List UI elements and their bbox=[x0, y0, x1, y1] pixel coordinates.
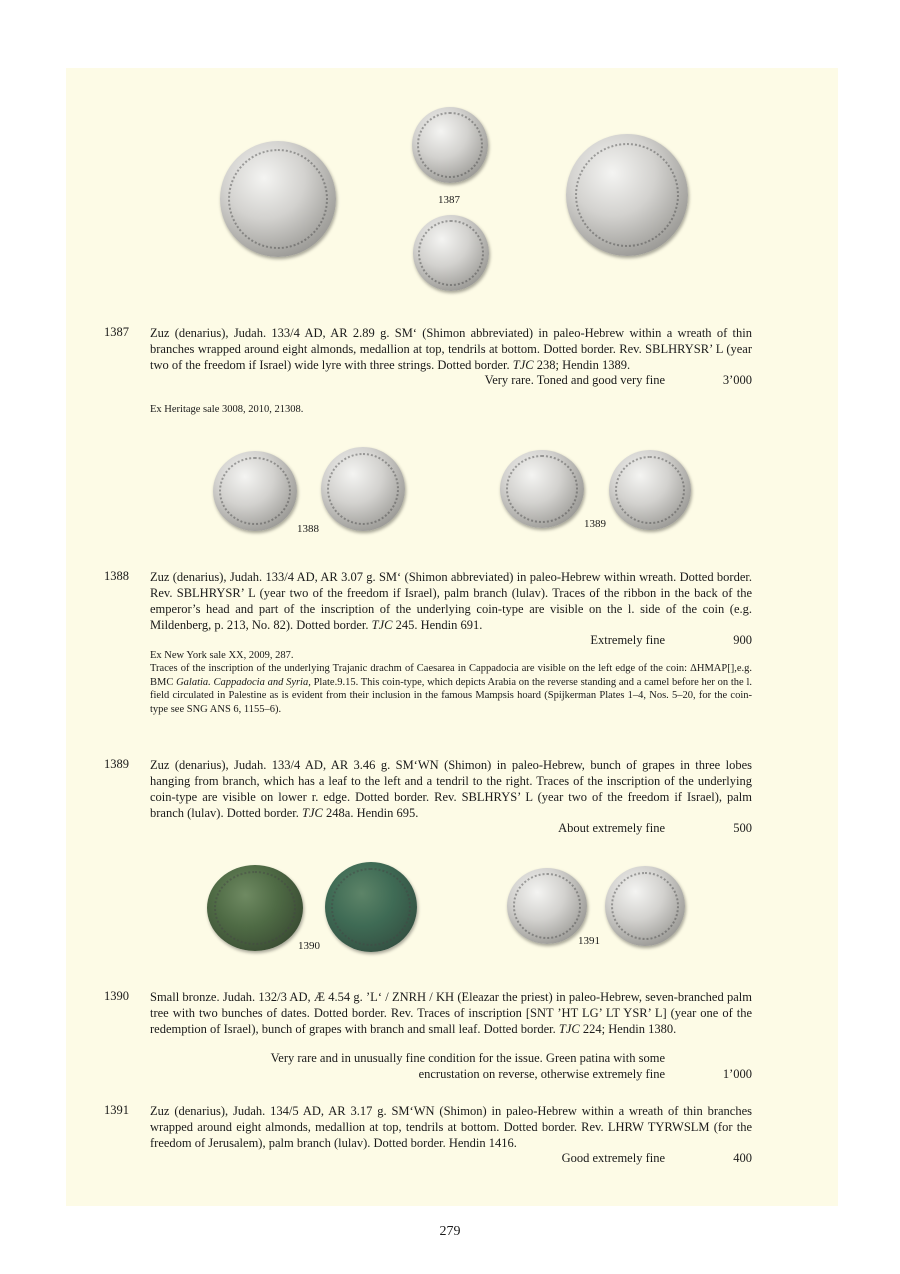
lot-price: 900 bbox=[733, 633, 752, 647]
coin-label-1390: 1390 bbox=[298, 940, 320, 952]
lot-grade-line-1 bbox=[150, 1051, 752, 1067]
lot-number: 1387 bbox=[104, 325, 129, 339]
lot-description: Zuz (denarius), Judah. 133/4 AD, AR 2.89 g. SM‘ (Shimon abbreviated) in paleo-Hebrew within a wreath of thin branches wrapped around eight almonds, medallion at top, tendrils at bottom. Dotted border. Rev. SBLHRYSR’ L (year two of the freedom if Israel) wide lyre with three strings. Dotted border. TJC 238; Hendin 1389. bbox=[150, 326, 752, 372]
lot-price-line bbox=[150, 821, 752, 837]
coin-1391-reverse bbox=[605, 866, 685, 946]
coin-1390-obverse bbox=[207, 865, 303, 951]
lot-number: 1390 bbox=[104, 989, 129, 1003]
lot-description: Zuz (denarius), Judah. 134/5 AD, AR 3.17 g. SM‘WN (Shimon) in paleo-Hebrew within a wreath of thin branches wrapped around eight almonds, medallion at top, tendrils at bottom. Dotted border. Rev. LHRW TYRWSLM (for the freedom of Jerusalem), palm branch (lulav). Dotted border. Hendin 1416. bbox=[150, 1104, 752, 1150]
coin-label-1388: 1388 bbox=[297, 523, 319, 535]
coin-1388-obverse bbox=[213, 451, 297, 531]
lot-grade: Very rare and in unusually fine condition for the issue. Green patina with some bbox=[270, 1051, 665, 1065]
coin-1391-obverse bbox=[507, 868, 587, 944]
coin-label-1389: 1389 bbox=[584, 518, 606, 530]
lot-price: 1’000 bbox=[722, 1067, 752, 1081]
coin-label-1387: 1387 bbox=[438, 194, 460, 206]
lot-grade: Extremely fine bbox=[590, 633, 665, 647]
lot-number: 1389 bbox=[104, 757, 129, 771]
lot-number: 1388 bbox=[104, 569, 129, 583]
lot-price-line bbox=[150, 1151, 752, 1167]
lot-description: Zuz (denarius), Judah. 133/4 AD, AR 3.07 g. SM‘ (Shimon abbreviated) in paleo-Hebrew within wreath. Dotted border. Rev. SBLHRYSR’ L (year two of the freedom if Israel), palm branch (lulav). Traces of the ribbon in the back of the emperor’s head and part of the inscription of the underlying coin-type are visible on the l. side of the coin (e.g. Mildenberg, p. 213, No. 82). Dotted border. TJC 245. Hendin 691. bbox=[150, 570, 752, 632]
coin-1389-obverse bbox=[500, 450, 584, 528]
lot-price: 3’000 bbox=[722, 373, 752, 387]
coin-1389-reverse bbox=[609, 450, 691, 530]
scholarly-note: Traces of the inscription of the underlying Trajanic drachm of Caesarea in Cappadocia are visible on the left edge of the coin: ΔΗΜΑΡ[],e.g. BMC Galatia. Cappadocia and Syria, Plate.9.15. This coin-type, which depicts Arabia on the reverse standing and a camel before her on the l. field circulated in Palestine as is evident from their inclusion in the famous Mampsis hoard (Spijkerman Plates 1–4, Nos. 5–20, for the coin-type see SNG ANS 6, 1155–6). bbox=[150, 663, 752, 715]
lot-grade: Very rare. Toned and good very fine bbox=[484, 373, 665, 387]
lot-number: 1391 bbox=[104, 1103, 129, 1117]
lot-price-line bbox=[150, 1067, 752, 1083]
lot-grade: Good extremely fine bbox=[561, 1151, 665, 1165]
coin-1388-reverse bbox=[321, 447, 405, 531]
coin-1387-obverse-large bbox=[220, 141, 336, 257]
lot-grade: About extremely fine bbox=[558, 821, 665, 835]
coin-1390-reverse bbox=[325, 862, 417, 952]
lot-price: 500 bbox=[733, 821, 752, 835]
lot-price: 400 bbox=[733, 1151, 752, 1165]
lot-price-line bbox=[150, 633, 752, 649]
lot-description: Zuz (denarius), Judah. 133/4 AD, AR 3.46 g. SM‘WN (Shimon) in paleo-Hebrew, bunch of grapes in three lobes hanging from branch, which has a leaf to the left and a tendril to the right. Traces of the inscription of the underlying coin-type are visible on lower r. edge. Dotted border. Rev. SBLHRYS’ L (year two of the freedom if Israel), palm branch (lulav). Dotted border. TJC 248a. Hendin 695. bbox=[150, 758, 752, 820]
lot-price-line bbox=[150, 373, 752, 389]
lot-grade: encrustation on reverse, otherwise extremely fine bbox=[418, 1067, 665, 1081]
provenance-note: Ex New York sale XX, 2009, 287. bbox=[150, 650, 294, 661]
lot-description: Small bronze. Judah. 132/3 AD, Æ 4.54 g. ’L‘ / ZNRH / KH (Eleazar the priest) in paleo-Hebrew, seven-branched palm tree with two bunches of dates. Dotted border. Rev. Traces of inscription [SNT ’HT LG’ LT YSR’ L] (year one of the redemption of Israel), bunch of grapes with branch and small leaf. Dotted border. TJC 224; Hendin 1380. bbox=[150, 990, 752, 1036]
coin-label-1391: 1391 bbox=[578, 935, 600, 947]
coin-1387-obverse-small bbox=[412, 107, 488, 183]
coin-1387-reverse-small bbox=[413, 215, 489, 291]
page-number: 279 bbox=[439, 1224, 461, 1239]
coin-1387-reverse-large bbox=[566, 134, 688, 256]
provenance-note: Ex Heritage sale 3008, 2010, 21308. bbox=[150, 404, 304, 415]
